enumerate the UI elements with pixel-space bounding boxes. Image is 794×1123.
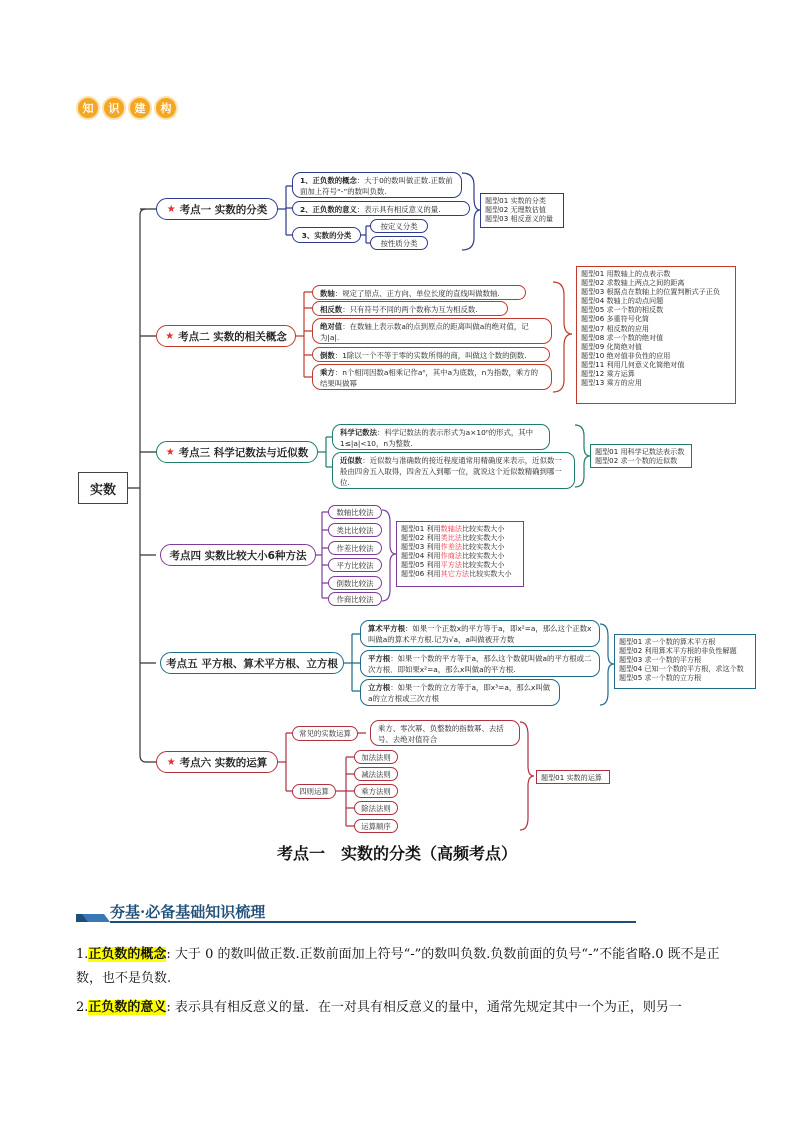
k5-item-2-term: 平方根	[368, 654, 391, 663]
topic-3-label: 考点三 科学记数法与近似数	[178, 446, 309, 459]
star-icon: ★	[166, 756, 176, 768]
k4-question-list	[396, 521, 524, 587]
k6-question-list	[536, 770, 610, 784]
question-item: 题型03 相反意义的量	[485, 214, 554, 224]
badge-char: 识	[102, 96, 126, 120]
k5-item-1-text: ：如果一个正数x的平方等于a，即x²=a，那么这个正数x叫做a的算术平方根.记为√a，a叫做被开方数	[368, 624, 592, 644]
k1-item-1-text: ：大于0的数叫做正数.正数前面加上符号“-”的数叫负数.	[300, 176, 453, 196]
question-item: 题型01 用数轴上的点表示数	[581, 269, 671, 278]
topic-4-node	[160, 544, 316, 566]
question-item: 题型06 利用其它方法比较实数大小	[401, 569, 512, 579]
topic-2-node	[156, 325, 296, 347]
badge-char: 建	[128, 96, 152, 120]
k1-question-list	[480, 193, 564, 228]
paragraph-1	[76, 943, 724, 991]
k2-item-2-text: ：只有符号不同的两个数称为互为相反数.	[342, 305, 478, 314]
k5-item-2-text: ：如果一个数的平方等于a，那么这个数就叫做a的平方根或二次方根．即如果x²=a，那么x叫做a的平方根.	[368, 654, 592, 674]
k2-item-1	[312, 285, 526, 300]
question-item: 题型04 利用作商法比较实数大小	[401, 551, 505, 561]
question-item: 题型03 利用作差法比较实数大小	[401, 542, 505, 552]
paragraph-text: : 大于 0 的数叫做正数.正数前面加上符号“-”的数叫负数.负数前面的负号“-”不能省略.0 既不是正数，也不是负数.	[76, 947, 720, 986]
k1-item-2-term: 2、正负数的意义	[300, 205, 357, 214]
topic-6-node	[156, 751, 278, 773]
k5-item-3	[360, 679, 560, 706]
k6-rule-2: 减法法则	[354, 767, 398, 781]
paragraph-number: 2.	[76, 1000, 89, 1015]
k4-method-4: 平方比较法	[328, 558, 382, 572]
k1-sub-1: 按定义分类	[370, 219, 428, 233]
paragraph-2	[76, 996, 724, 1020]
k1-item-2-text: ：表示具有相反意义的量.	[356, 205, 441, 214]
topic-4-label: 考点四 实数比较大小6种方法	[169, 549, 307, 562]
k2-item-4-term: 倒数	[320, 351, 335, 360]
topic-6-label: 考点六 实数的运算	[179, 756, 268, 769]
star-icon: ★	[165, 330, 175, 342]
question-item: 题型02 利用算术平方根的非负性解题	[619, 646, 737, 656]
k4-method-1: 数轴比较法	[328, 505, 382, 519]
k5-item-3-term: 立方根	[368, 683, 391, 692]
question-item: 题型08 求一个数的绝对值	[581, 332, 664, 342]
question-item: 题型05 利用平方法比较实数大小	[401, 560, 505, 570]
k6-rule-1: 加法法则	[354, 750, 398, 764]
question-item: 题型01 利用数轴法比较实数大小	[401, 524, 505, 533]
k6-rule-5: 运算顺序	[354, 819, 398, 833]
k2-item-1-text: ：规定了原点、正方向、单位长度的直线叫做数轴.	[334, 289, 500, 298]
k5-item-1	[360, 620, 600, 647]
question-item: 题型05 求一个数的相反数	[581, 305, 664, 315]
banner-title: 夯基·必备基础知识梳理	[110, 903, 266, 921]
k4-method-6: 作商比较法	[328, 592, 382, 606]
star-icon: ★	[165, 446, 175, 458]
k6-branch-common: 常见的实数运算	[292, 726, 358, 741]
question-item: 题型10 绝对值非负性的应用	[581, 350, 671, 360]
question-item: 题型04 数轴上的动点问题	[581, 296, 664, 306]
paragraph-text: : 表示具有相反意义的量．在一对具有相反意义的量中，通常先规定其中一个为正，则另一	[166, 1000, 682, 1015]
k2-item-3	[312, 318, 552, 344]
highlight-term: 正负数的意义	[88, 1000, 167, 1015]
question-item: 题型09 化简绝对值	[581, 341, 642, 351]
k3-item-2	[332, 452, 575, 489]
k2-item-5	[312, 364, 552, 390]
k5-question-list	[614, 634, 756, 689]
highlight-term: 正负数的概念	[88, 947, 167, 962]
star-icon: ★	[166, 203, 176, 215]
root-label: 实数	[89, 482, 116, 498]
k6-rule-3: 乘方法则	[354, 784, 398, 798]
k3-question-list	[590, 444, 692, 468]
question-item: 题型11 利用几何意义化简绝对值	[581, 359, 685, 369]
k1-item-3	[292, 227, 361, 243]
question-item: 题型01 实数的运算	[541, 773, 602, 782]
question-item: 题型13 乘方的应用	[581, 378, 642, 388]
root-node	[78, 472, 128, 504]
badge-char: 构	[154, 96, 178, 120]
question-item: 题型02 利用类比法比较实数大小	[401, 533, 505, 543]
k1-item-1	[292, 172, 462, 198]
topic-5-node	[160, 652, 344, 674]
k2-item-1-term: 数轴	[320, 289, 335, 298]
question-item: 题型04 已知一个数的平方根，求这个数	[619, 664, 744, 674]
k3-item-2-term: 近似数	[340, 456, 363, 465]
k2-item-3-text: ：在数轴上表示数a的点到原点的距离叫做a的绝对值，记为|a|.	[320, 322, 529, 342]
k3-item-1	[332, 424, 550, 450]
k2-item-5-term: 乘方	[320, 368, 335, 377]
question-item: 题型02 求数轴上两点之间的距离	[581, 278, 685, 288]
k1-item-2	[292, 201, 470, 216]
question-item: 题型07 相反数的应用	[581, 323, 650, 333]
section-title: 考点一 实数的分类（高频考点）	[276, 844, 517, 863]
k5-item-3-text: ：如果一个数的立方等于a，即x³=a，那么x叫做a的立方根或三次方根	[368, 683, 551, 703]
k3-item-1-text: ：科学记数法的表示形式为a×10ⁿ的形式，其中1≤|a|<10，n为整数.	[340, 428, 534, 448]
k3-item-2-text: ：近似数与准确数的接近程度通常用精确度来表示，近似数一般由四舍五入取得，四舍五入到哪一位，就说这个近似数精确到哪一位.	[340, 456, 562, 487]
k2-question-list	[576, 266, 736, 404]
k4-method-3: 作差比较法	[328, 541, 382, 555]
question-item: 题型05 求一个数的立方根	[619, 673, 702, 683]
question-item: 题型06 多重符号化简	[581, 314, 650, 324]
topic-3-node	[156, 441, 318, 463]
question-item: 题型01 实数的分类	[485, 196, 546, 205]
topic-5-label: 考点五 平方根、算术平方根、立方根	[166, 657, 338, 670]
paragraph-number: 1.	[76, 947, 89, 962]
question-item: 题型01 求一个数的算术平方根	[619, 637, 716, 646]
topic-2-label: 考点二 实数的相关概念	[178, 330, 287, 343]
k1-item-1-term: 1、正负数的概念	[300, 176, 357, 185]
k2-item-2	[312, 301, 508, 316]
question-item: 题型03 根据点在数轴上的位置判断式子正负	[581, 287, 720, 297]
k6-branch-four-ops: 四则运算	[292, 784, 336, 799]
k4-method-2: 类比比较法	[328, 523, 382, 537]
question-item: 题型02 求一个数的近似数	[595, 456, 678, 466]
k3-item-1-term: 科学记数法	[340, 428, 377, 437]
k1-sub-2: 按性质分类	[370, 236, 428, 250]
knowledge-structure-badge	[76, 96, 178, 120]
question-item: 题型01 用科学记数法表示数	[595, 447, 685, 456]
question-item: 题型02 无理数估值	[485, 205, 546, 215]
k6-rule-4: 除法法则	[354, 801, 398, 815]
k5-item-1-term: 算术平方根	[368, 624, 405, 633]
k2-item-2-term: 相反数	[320, 305, 343, 314]
k2-item-3-term: 绝对值	[320, 322, 343, 331]
question-item: 题型12 乘方运算	[581, 369, 635, 379]
badge-char: 知	[76, 96, 100, 120]
k2-item-5-text: ：n个相同因数a相乘记作aⁿ，其中a为底数，n为指数，乘方的结果叫做幂	[320, 368, 539, 388]
k6-common-ops: 乘方、零次幂、负整数的指数幂、去括号、去绝对值符合	[370, 720, 520, 746]
topic-1-node	[156, 198, 278, 220]
question-item: 题型03 求一个数的平方根	[619, 655, 702, 665]
k1-item-3-term: 3、实数的分类	[301, 230, 352, 240]
k2-item-4	[312, 347, 550, 362]
topic-1-label: 考点一 实数的分类	[179, 203, 268, 216]
k4-method-5: 倒数比较法	[328, 576, 382, 590]
k5-item-2	[360, 650, 600, 677]
k2-item-4-text: ：1除以一个不等于零的实数所得的商，叫做这个数的倒数.	[334, 351, 527, 360]
